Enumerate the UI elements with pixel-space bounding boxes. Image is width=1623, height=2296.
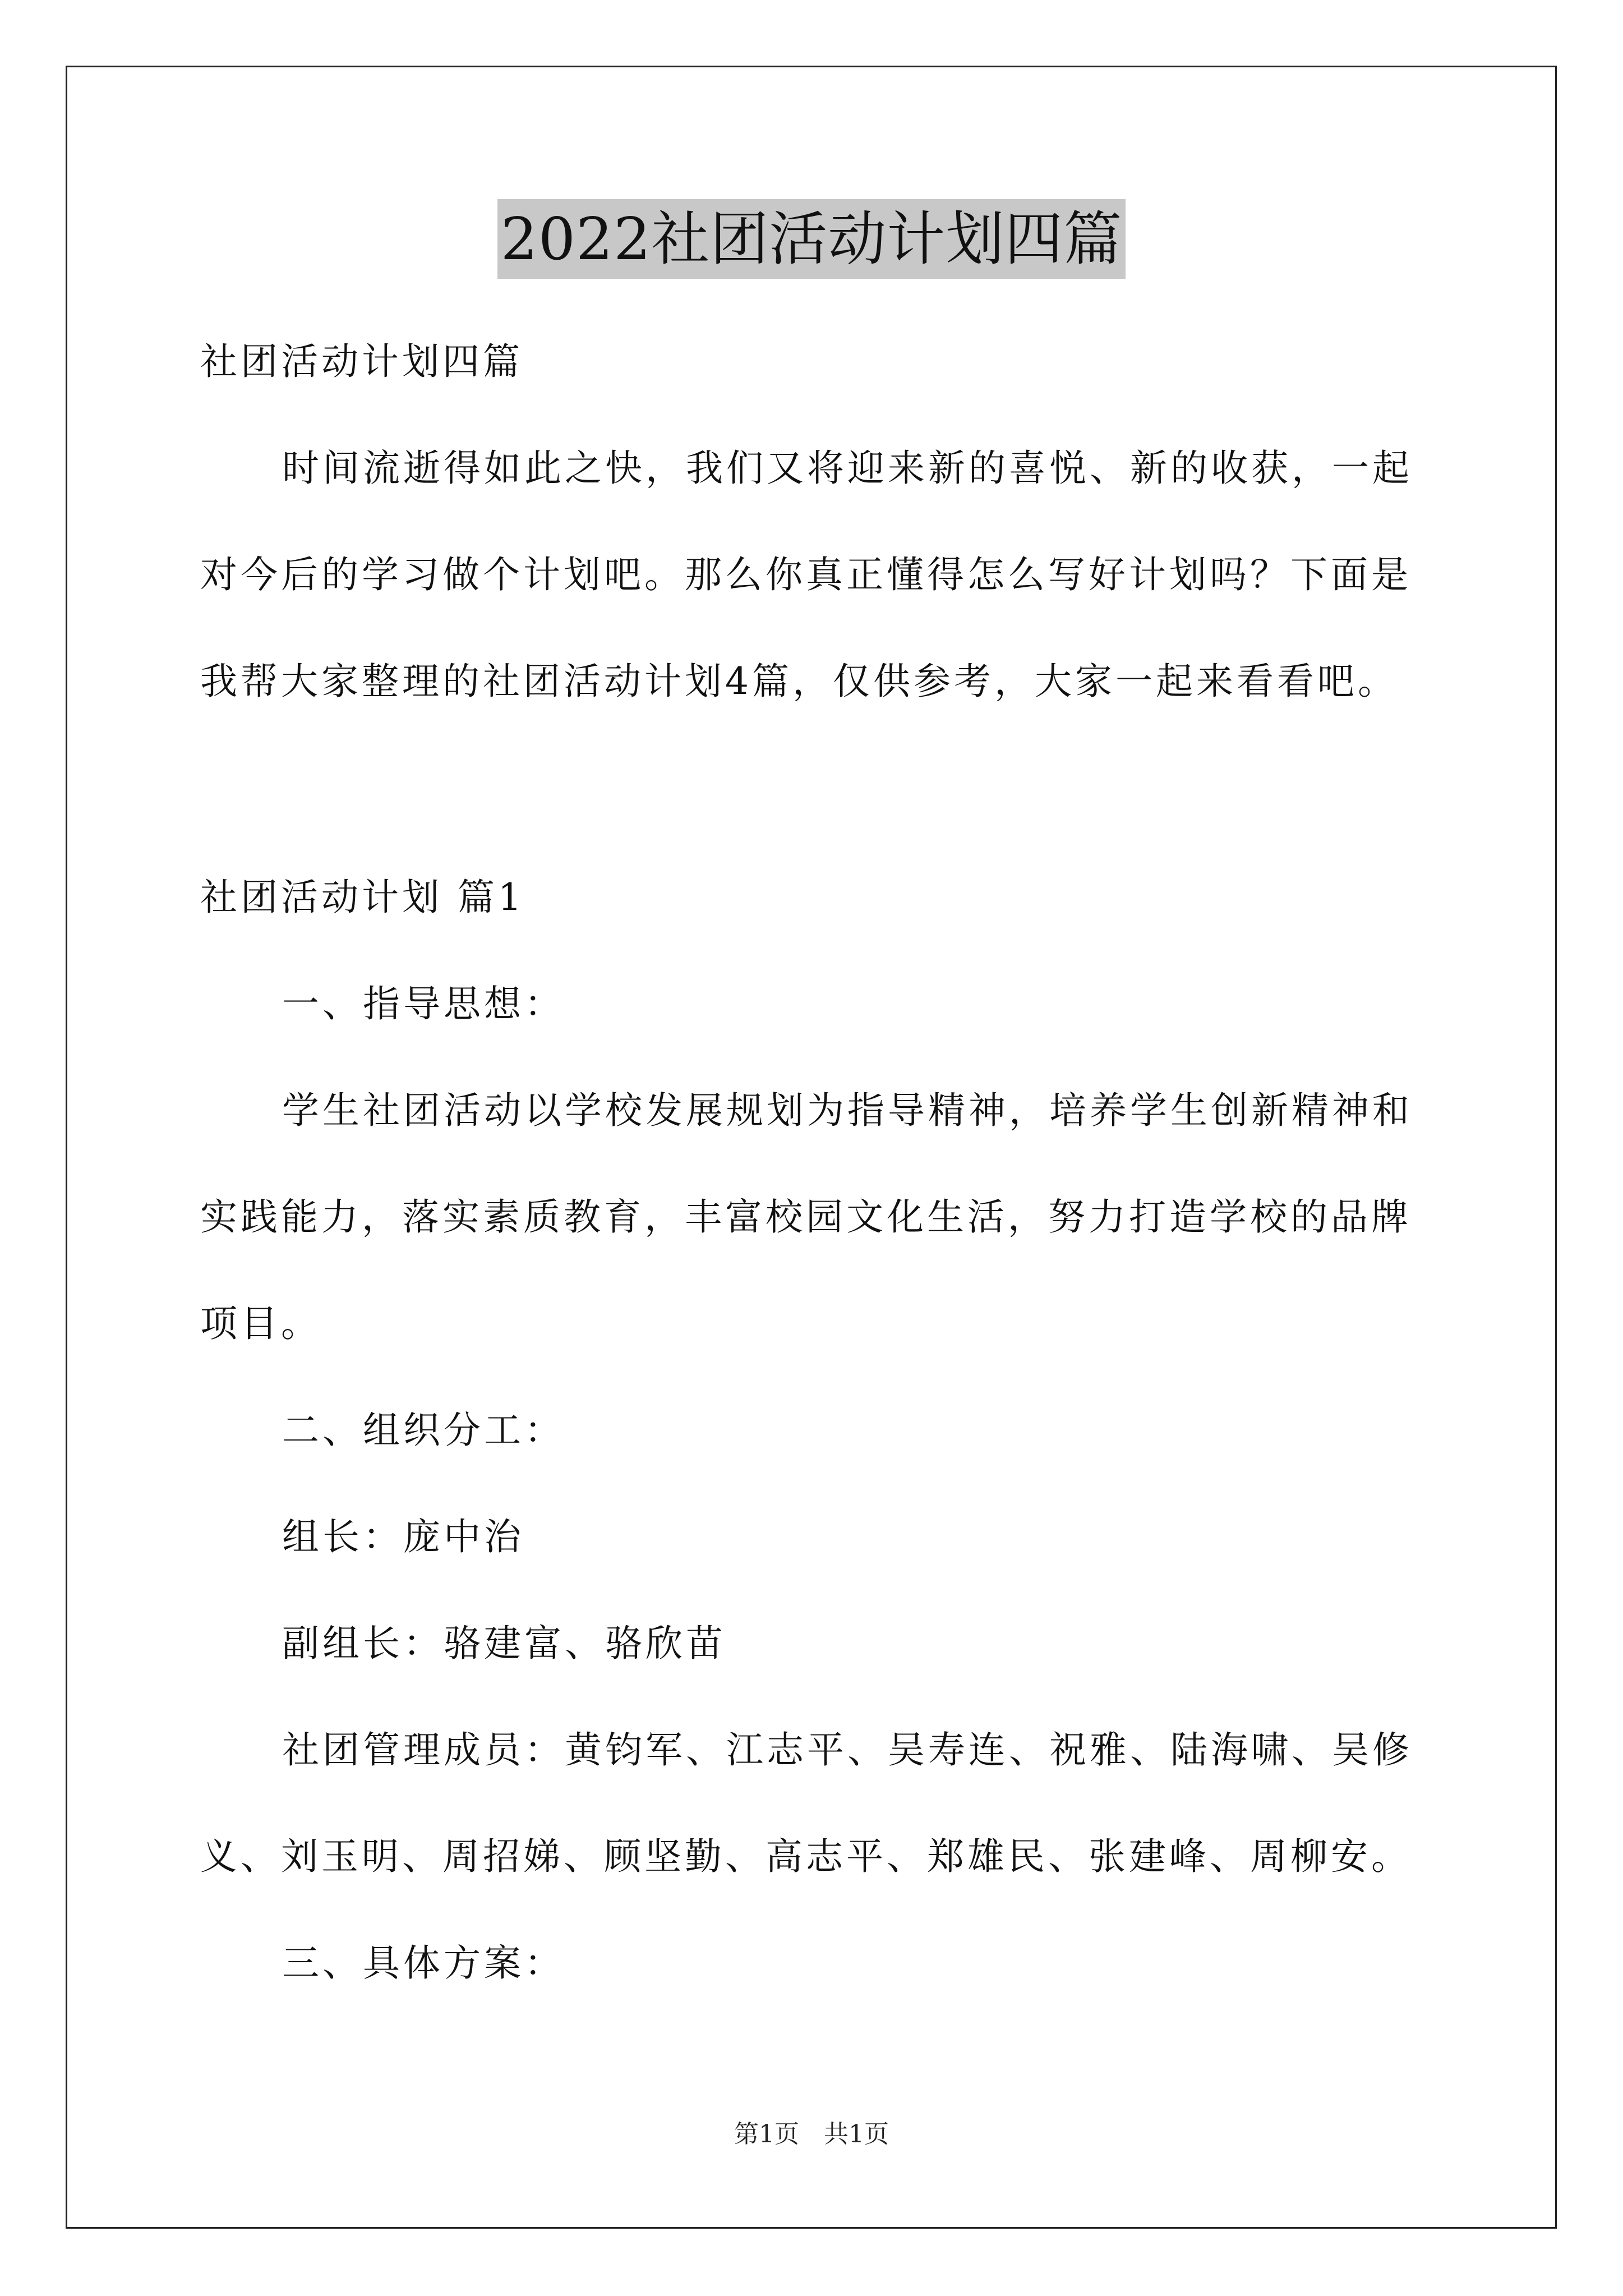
section-heading: 社团活动计划 篇1: [200, 876, 525, 919]
guiding-line-2: 实践能力，落实素质教育，丰富校园文化生活，努力打造学校的品牌: [200, 1195, 1412, 1239]
document-title: 2022社团活动计划四篇: [497, 199, 1126, 279]
leader-line: 组长：庞中治: [282, 1515, 524, 1558]
heading-org: 二、组织分工：: [282, 1409, 565, 1452]
intro-line-1: 时间流逝得如此之快，我们又将迎来新的喜悦、新的收获，一起: [282, 447, 1413, 490]
document-subtitle: 社团活动计划四篇: [200, 340, 523, 383]
members-line-2: 义、刘玉明、周招娣、顾坚勤、高志平、郑雄民、张建峰、周柳安。: [200, 1835, 1412, 1878]
heading-plan: 三、具体方案：: [282, 1941, 565, 1985]
title-container: [0, 199, 1623, 279]
members-line-1: 社团管理成员：黄钧军、江志平、吴寿连、祝雅、陆海啸、吴修: [282, 1728, 1413, 1772]
page-border: [66, 66, 1557, 2229]
intro-line-3: 我帮大家整理的社团活动计划4篇，仅供参考，大家一起来看看吧。: [200, 660, 1398, 703]
page-footer: 第1页 共1页: [734, 2120, 889, 2148]
guiding-line-3: 项目。: [200, 1302, 321, 1345]
intro-line-2: 对今后的学习做个计划吧。那么你真正懂得怎么写好计划吗？下面是: [200, 553, 1412, 596]
deputy-line: 副组长：骆建富、骆欣苗: [282, 1622, 726, 1665]
guiding-line-1: 学生社团活动以学校发展规划为指导精神，培养学生创新精神和: [282, 1089, 1413, 1132]
heading-guiding: 一、指导思想：: [282, 982, 565, 1025]
